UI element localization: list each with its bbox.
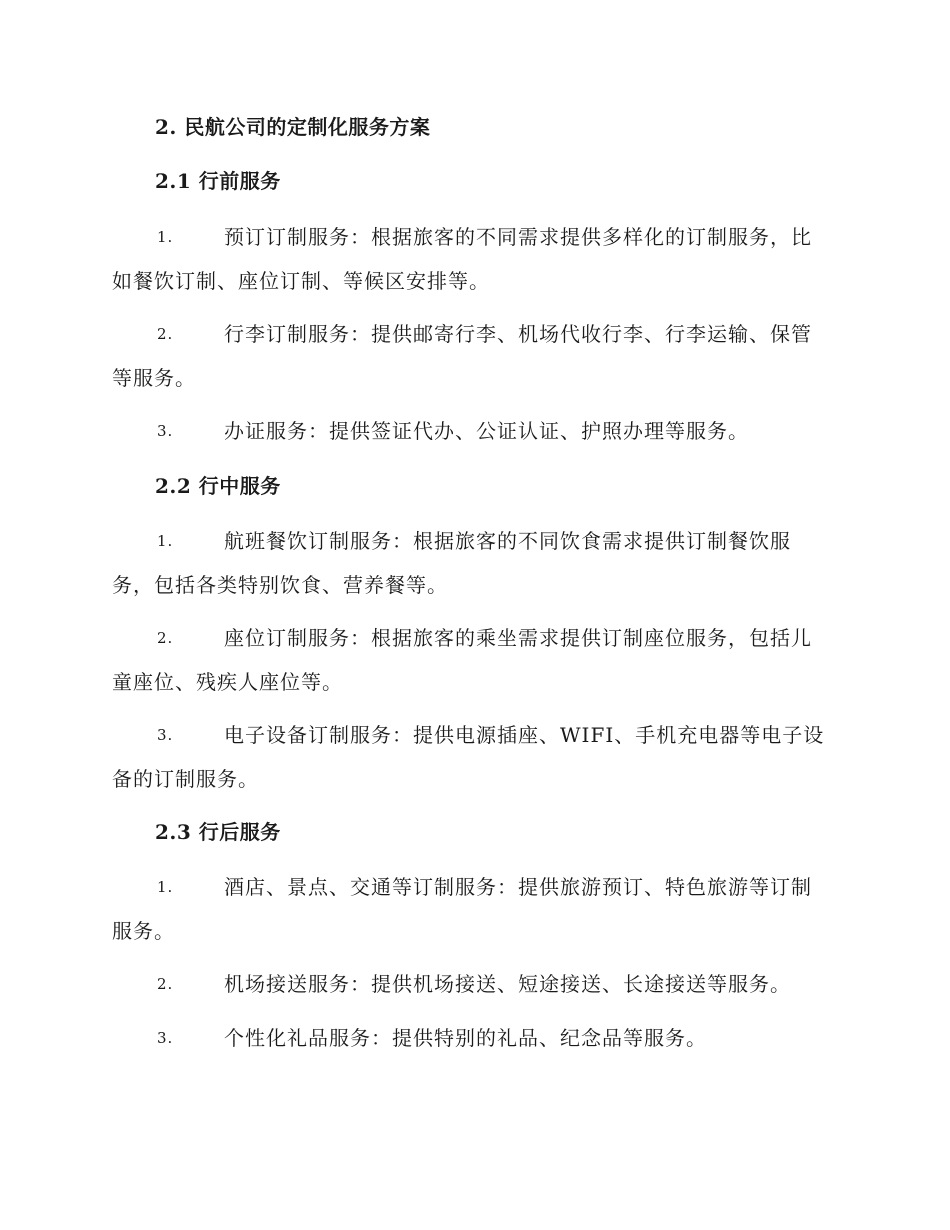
list-item-text-continued: 备的订制服务。	[112, 767, 259, 791]
document-title: 2. 民航公司的定制化服务方案	[155, 115, 431, 139]
list-item-text-continued: 等服务。	[112, 366, 196, 390]
list-item-text: 电子设备订制服务：提供电源插座、WIFI、手机充电器等电子设	[224, 723, 825, 747]
list-item-text: 行李订制服务：提供邮寄行李、机场代收行李、行李运输、保管	[224, 322, 812, 346]
list-item-number: 1.	[157, 228, 174, 246]
list-item-text: 机场接送服务：提供机场接送、短途接送、长途接送等服务。	[224, 972, 791, 996]
list-item-text-continued: 如餐饮订制、座位订制、等候区安排等。	[112, 269, 490, 293]
list-item	[112, 1016, 837, 1060]
list-item-text-continued: 务，包括各类特别饮食、营养餐等。	[112, 573, 448, 597]
list-item-text: 个性化礼品服务：提供特别的礼品、纪念品等服务。	[224, 1026, 707, 1050]
list-item-number: 3.	[157, 422, 174, 440]
list-item-number: 3.	[157, 1029, 174, 1047]
list-item-number: 1.	[157, 532, 174, 550]
list-item-number: 3.	[157, 726, 174, 744]
list-item-text: 座位订制服务：根据旅客的乘坐需求提供订制座位服务，包括儿	[224, 626, 812, 650]
list-item-text-continued: 童座位、残疾人座位等。	[112, 670, 343, 694]
list-item-number: 2.	[157, 975, 174, 993]
list-item-text: 预订订制服务：根据旅客的不同需求提供多样化的订制服务，比	[224, 225, 812, 249]
section-heading-2-3: 2.3 行后服务	[155, 820, 281, 844]
list-item-text: 航班餐饮订制服务：根据旅客的不同饮食需求提供订制餐饮服	[224, 529, 791, 553]
list-item-text: 酒店、景点、交通等订制服务：提供旅游预订、特色旅游等订制	[224, 875, 812, 899]
list-item	[112, 409, 837, 453]
list-item-text: 办证服务：提供签证代办、公证认证、护照办理等服务。	[224, 419, 749, 443]
section-heading-2-1: 2.1 行前服务	[155, 169, 281, 193]
list-item	[112, 962, 837, 1006]
section-heading-2-2: 2.2 行中服务	[155, 474, 281, 498]
list-item	[112, 519, 837, 607]
list-item	[112, 713, 837, 801]
list-item-number: 1.	[157, 878, 174, 896]
list-item	[112, 865, 837, 953]
list-item-number: 2.	[157, 629, 174, 647]
list-item-number: 2.	[157, 325, 174, 343]
list-item	[112, 215, 837, 303]
list-item	[112, 312, 837, 400]
list-item	[112, 616, 837, 704]
list-item-text-continued: 服务。	[112, 919, 175, 943]
